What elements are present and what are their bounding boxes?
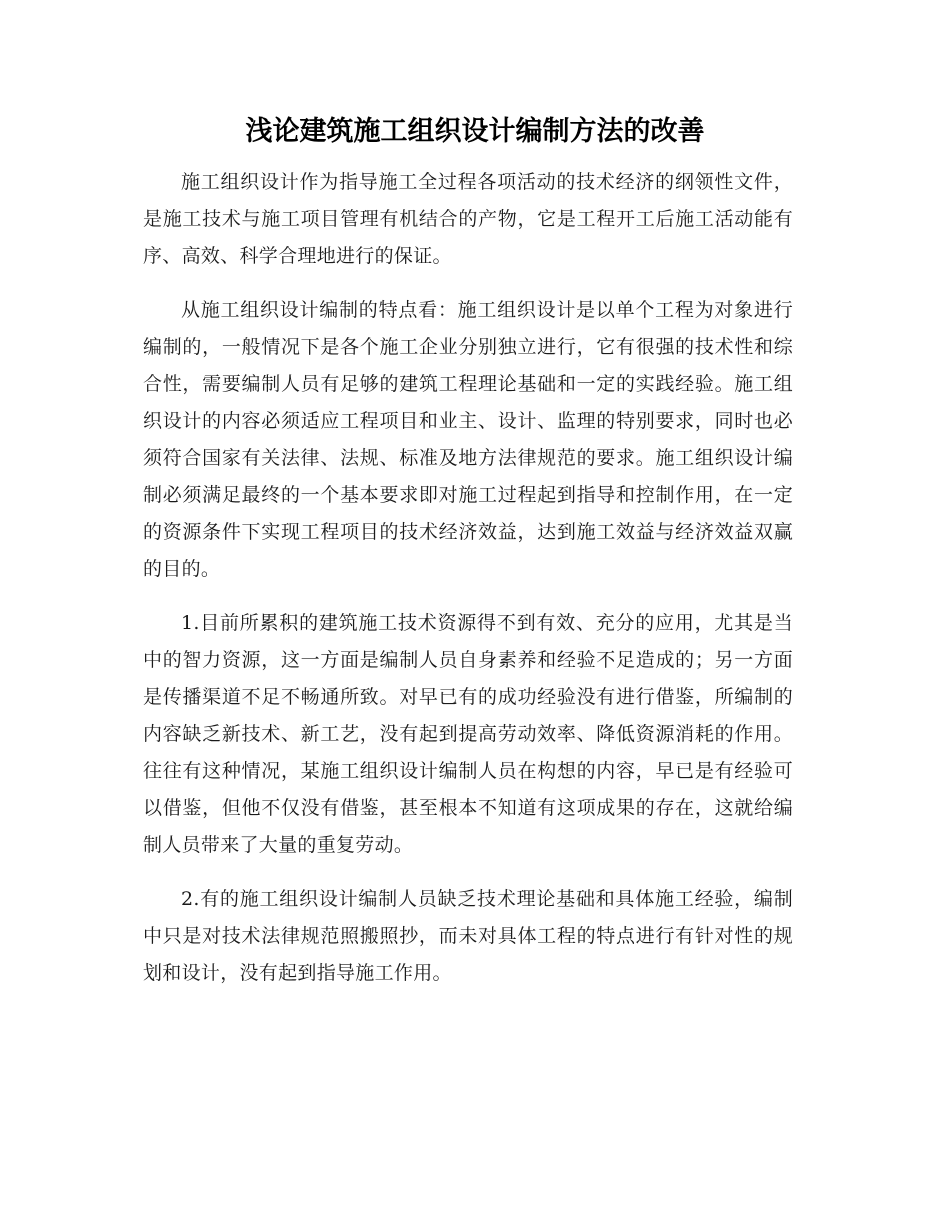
- paragraph-intro: 施工组织设计作为指导施工全过程各项活动的技术经济的纲领性文件，是施工技术与施工项目管理有机结合的产物，它是工程开工后施工活动能有序、高效、科学合理地进行的保证。: [143, 171, 793, 267]
- paragraph-characteristics: 从施工组织设计编制的特点看：施工组织设计是以单个工程为对象进行编制的，一般情况下是各个施工企业分别独立进行，它有很强的技术性和综合性，需要编制人员有足够的建筑工程理论基础和一定的实践经验。施工组织设计的内容必须适应工程项目和业主、设计、监理的特别要求，同时也必须符合国家有关法律、法规、标准及地方法律规范的要求。施工组织设计编制必须满足最终的一个基本要求即对施工过程起到指导和控制作用，在一定的资源条件下实现工程项目的技术经济效益，达到施工效益与经济效益双赢的目的。: [143, 299, 793, 580]
- paragraph-point-2: 2.有的施工组织设计编制人员缺乏技术理论基础和具体施工经验，编制中只是对技术法律规范照搬照抄，而未对具体工程的特点进行有针对性的规划和设计，没有起到指导施工作用。: [143, 888, 793, 984]
- page-title: 浅论建筑施工组织设计编制方法的改善: [245, 116, 705, 147]
- paragraph-point-1: 1.目前所累积的建筑施工技术资源得不到有效、充分的应用，尤其是当中的智力资源，这一方面是编制人员自身素养和经验不足造成的；另一方面是传播渠道不足不畅通所致。对早已有的成功经验没有进行借鉴，所编制的内容缺乏新技术、新工艺，没有起到提高劳动效率、降低资源消耗的作用。往往有这种情况，某施工组织设计编制人员在构想的内容，早已是有经验可以借鉴，但他不仅没有借鉴，甚至根本不知道有这项成果的存在，这就给编制人员带来了大量的重复劳动。: [143, 612, 793, 856]
- document-body: [143, 164, 793, 1009]
